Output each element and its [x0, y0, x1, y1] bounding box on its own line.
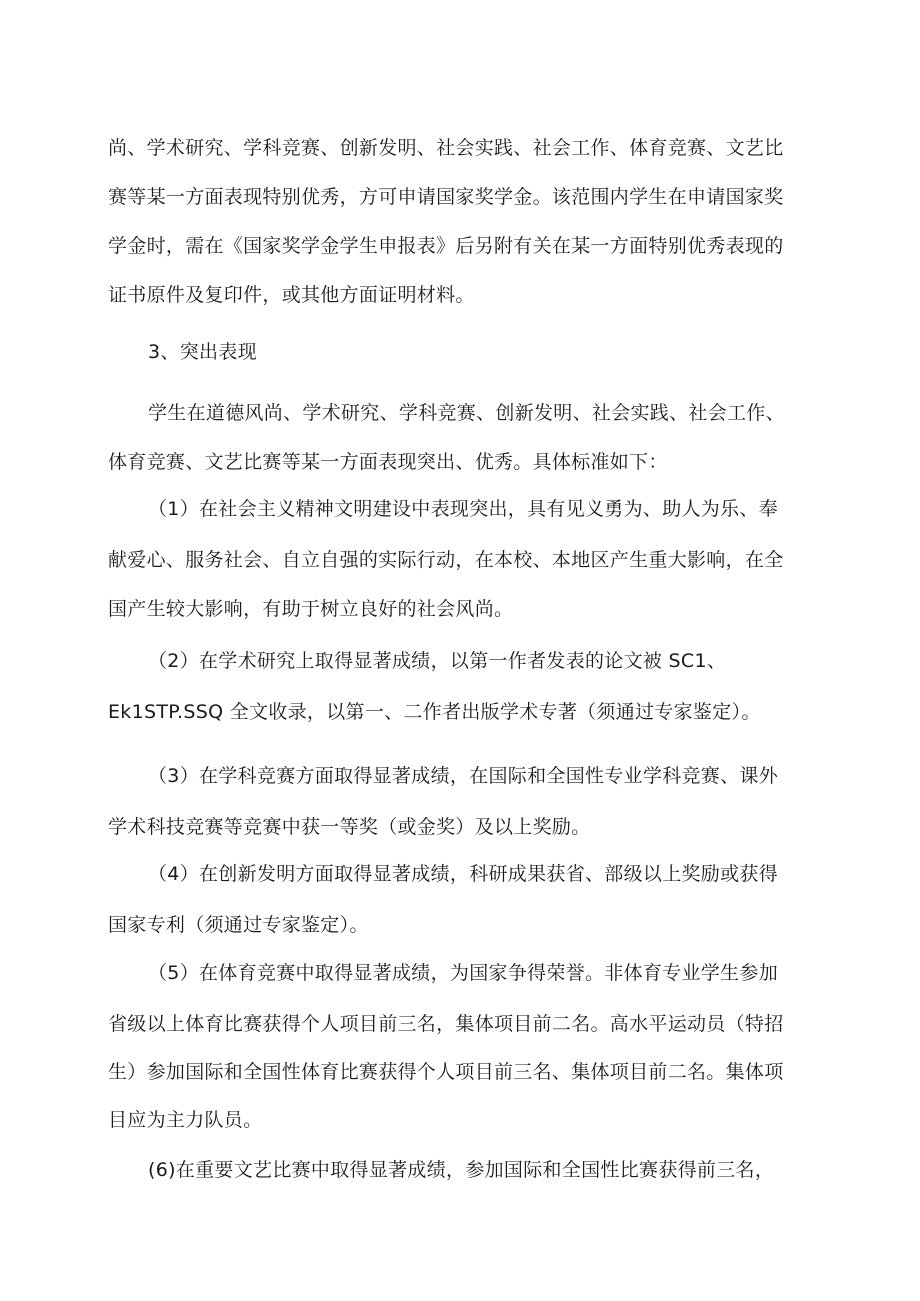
text-line: 体育竞赛、文艺比赛等某一方面表现突出、优秀。具体标准如下： [108, 451, 668, 473]
text-line: 国家专利（须通过专家鉴定）。 [108, 914, 369, 936]
list-item-6: (6)在重要文艺比赛中取得显著成绩，参加国际和全国性比赛获得前三名， [148, 1159, 775, 1181]
text-line: 学术科技竞赛等竞赛中获一等奖（或金奖）及以上奖励。 [108, 816, 591, 838]
section-heading: 3、突出表现 [148, 341, 257, 363]
text-line: 学金时，需在《国家奖学金学生申报表》后另附有关在某一方面特别优秀表现的 [108, 235, 784, 257]
text-line: 献爱心、服务社会、自立自强的实际行动，在本校、本地区产生重大影响，在全 [108, 549, 784, 571]
list-item-2: （2）在学术研究上取得显著成绩，以第一作者发表的论文被 SC1、 [148, 650, 727, 672]
list-item-5: （5）在体育竞赛中取得显著成绩，为国家争得荣誉。非体育专业学生参加 [148, 962, 778, 984]
text-line: 生）参加国际和全国性体育比赛获得个人项目前三名、集体项目前二名。集体项 [108, 1061, 784, 1083]
text-line: 证书原件及复印件，或其他方面证明材料。 [108, 284, 475, 306]
list-item-3: （3）在学科竞赛方面取得显著成绩，在国际和全国性专业学科竞赛、课外 [148, 765, 778, 787]
text-line: 学生在道德风尚、学术研究、学科竞赛、创新发明、社会实践、社会工作、 [148, 402, 785, 424]
text-line: 尚、学术研究、学科竞赛、创新发明、社会实践、社会工作、体育竞赛、文艺比 [108, 137, 784, 159]
text-line: 目应为主力队员。 [108, 1109, 263, 1131]
text-line: 国产生较大影响，有助于树立良好的社会风尚。 [108, 598, 514, 620]
text-line: Ek1STP.SSQ 全文收录，以第一、二作者出版学术专著（须通过专家鉴定）。 [108, 701, 761, 723]
list-item-1: （1）在社会主义精神文明建设中表现突出，具有见义勇为、助人为乐、奉 [148, 498, 778, 520]
text-line: 省级以上体育比赛获得个人项目前三名，集体项目前二名。高水平运动员（特招 [108, 1013, 784, 1035]
list-item-4: （4）在创新发明方面取得显著成绩，科研成果获省、部级以上奖励或获得 [148, 863, 778, 885]
text-line: 赛等某一方面表现特别优秀，方可申请国家奖学金。该范围内学生在申请国家奖 [108, 186, 784, 208]
